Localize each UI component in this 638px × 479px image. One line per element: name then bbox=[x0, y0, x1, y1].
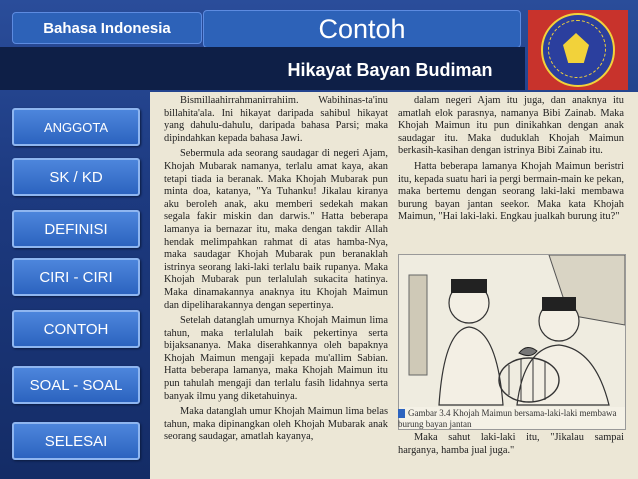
nav-button-ciri-ciri[interactable]: CIRI - CIRI bbox=[12, 258, 140, 296]
paragraph: Setelah datanglah umurnya Khojah Maimun lima tahun, maka terlalulah baik pekertinya serta bijaksananya. Maka diserahkannya oleh bapaknya Khojah Maimun mengaji kepada mu'allim Sabian. Hatta beberapa lamanya, maka Khojah Maimun itu pun tahulah mengaji dan terlalu fasih lidahnya serta banyak ilmu yang diketahuinya. bbox=[164, 315, 388, 402]
nav-button-contoh[interactable]: CONTOH bbox=[12, 310, 140, 348]
paragraph: Maka datanglah umur Khojah Maimun lima belas tahun, maka dipinangkan oleh Khojah Mubarak anak seorang saudagar, amatlah kayanya, bbox=[164, 406, 388, 443]
nav-button-anggota[interactable]: ANGGOTA bbox=[12, 108, 140, 146]
story-title: Hikayat Bayan Budiman bbox=[287, 60, 493, 80]
text-column-left bbox=[164, 95, 388, 447]
figure-caption bbox=[398, 408, 624, 430]
book-page bbox=[150, 92, 638, 479]
text-column-right bbox=[398, 95, 624, 227]
paragraph: Sebermula ada seorang saudagar di negeri Ajam, Khojah Mubarak namanya, terlalu amat kaya, akan tetapi tiada ia beranak. Maka Khojah Mubarak pun minta doa, katanya, "Ya Tuhanku! Jikalau kiranya aku beroleh anak, aku memberi sedekah makan segala fakir miskin dan darwis." Hatta beberapa lamanya ia bernazar itu, maka dengan takdir Allah hendak melimpahkan rahmat di atas hamba-Nya, maka saudagar Khojah Mubarak pun beranaklah istrinya seorang laki-laki terlalu baik rupanya. Maka Khojah Mubarak pun terlalulah sukacita hatinya. Maka dinamakannya anaknya itu Khojah Maimun dan dipeliharakannya dengan sepertinya. bbox=[164, 148, 388, 311]
sidebar-nav bbox=[0, 92, 150, 479]
paragraph: Maka sahut laki-laki itu, "Jikalau sampai harganya, hamba jual juga." bbox=[398, 432, 624, 456]
story-illustration bbox=[398, 254, 626, 430]
paragraph: dalam negeri Ajam itu juga, dan anaknya itu amatlah elok parasnya, namanya Bibi Zainab. Maka Khojah Maimun itu pun dinikahkan dengan anak saudagar itu. Maka duduklah Khojah Maimun berkasih-kasihan dengan istrinya Bibi Zainab itu. bbox=[398, 95, 624, 157]
nav-button-soal-soal[interactable]: SOAL - SOAL bbox=[12, 366, 140, 404]
text-column-right-end bbox=[398, 432, 624, 457]
nav-button-selesai[interactable]: SELESAI bbox=[12, 422, 140, 460]
illustration-drawing bbox=[399, 255, 625, 407]
subject-tab[interactable]: Bahasa Indonesia bbox=[12, 12, 202, 44]
paragraph: Bismillaahirrahmanirrahiim. Wabihinas-ta'inu billahita'ala. Ini hikayat daripada sahibul hikayat yang dahulu-dahulu, daripada bahasa Parsi; maka dipindahkan kepada bahasa Jawi. bbox=[164, 95, 388, 144]
caption-text: Gambar 3.4 Khojah Maimun bersama-laki-laki membawa burung bayan jantan bbox=[398, 408, 617, 429]
slide-title: Contoh bbox=[203, 10, 521, 48]
nav-button-definisi[interactable]: DEFINISI bbox=[12, 210, 140, 248]
header-bar bbox=[0, 0, 638, 92]
paragraph: Hatta beberapa lamanya Khojah Maimun beristri itu, kepada suatu hari ia pergi bermain-main ke pekan, maka bertemu dengan seorang laki-laki membawa burung bayan jantan seekor. Maka kata Khojah Maimun, "Hai laki-laki. Engkau jualkah burung itu?" bbox=[398, 160, 625, 223]
nav-button-sk-kd[interactable]: SK / KD bbox=[12, 158, 140, 196]
caption-marker bbox=[398, 409, 405, 418]
